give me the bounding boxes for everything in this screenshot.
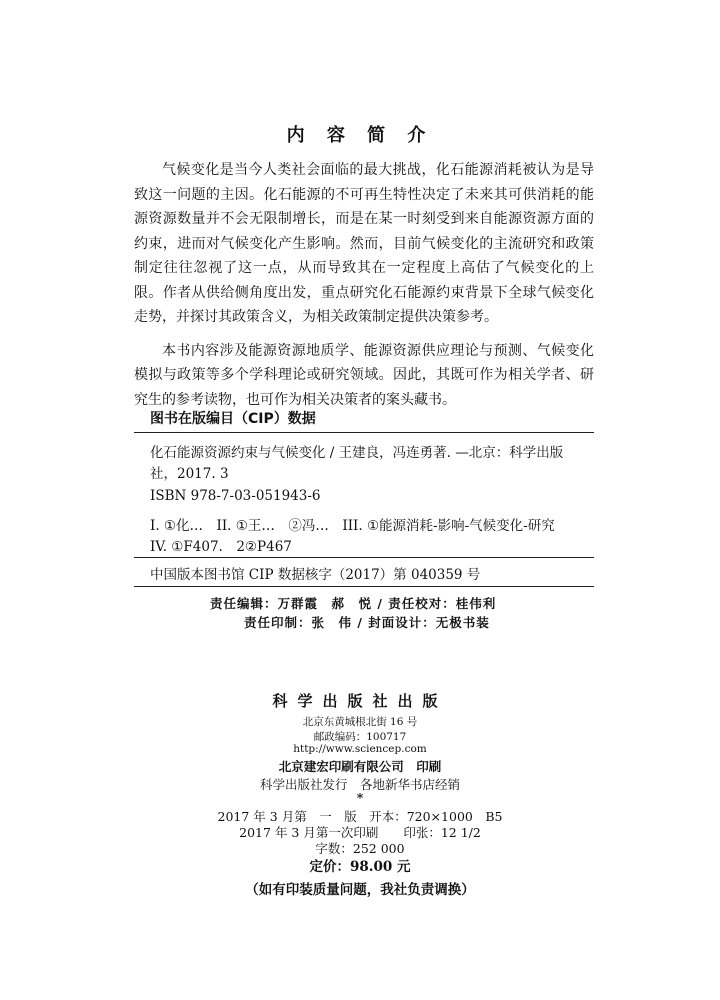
publisher-address: 北京东黄城根北街 16 号 [302, 716, 418, 728]
intro-paragraph-1: 气候变化是当今人类社会面临的最大挑战，化石能源消耗被认为是导致这一问题的主因。化石能源的不可再生特性决定了未来其可供消耗的能源资源数量并不会无限制增长，而是在某一时刻受到来自能源资源方面的约束，进而对气候变化产生影响。然而，目前气候变化的主流研究和政策制定往往忽视了这一点，从而导致其在一定程度上高估了气候变化的上限。作者从供给侧角度出发，重点研究化石能源约束背景下全球气候变化走势，并探讨其政策含义，为相关政策制定提供决策参考。 [134, 162, 594, 325]
intro-section [134, 158, 594, 421]
cip-mid-rule [134, 557, 594, 558]
separator-star: * [356, 790, 364, 805]
word-count: 字数：252 000 [315, 841, 405, 856]
publisher-postcode: 邮政编码：100717 [313, 731, 407, 743]
cip-verification: 中国版本图书馆 CIP 数据核字（2017）第 040359 号 [150, 567, 481, 583]
quality-note: （如有印装质量问题，我社负责调换） [245, 882, 475, 898]
staff-line-2: 责任印制：张 伟 / 封面设计：无极书装 [244, 615, 490, 630]
publisher-name: 科学出版社出版 [272, 692, 448, 710]
cip-top-rule [134, 432, 594, 433]
cip-header: 图书在版编目（CIP）数据 [150, 411, 316, 427]
publisher-website: http://www.sciencep.com [293, 743, 427, 755]
printing-line: 2017 年 3 月第一次印刷 印张：12 1/2 [239, 825, 481, 840]
printer-line: 北京建宏印刷有限公司 印刷 [278, 759, 442, 774]
cip-classification-1: I. ①化… II. ①王… ②冯… III. ①能源消耗-影响-气候变化-研究 [150, 518, 555, 534]
page-title: 内 容 简 介 [286, 125, 434, 146]
cip-isbn: ISBN 978-7-03-051943-6 [150, 488, 321, 504]
cip-title-line-2: 社，2017. 3 [150, 466, 229, 482]
intro-paragraph-2: 本书内容涉及能源资源地质学、能源资源供应理论与预测、气候变化模拟与政策等多个学科理论或研究领域。因此，其既可作为相关学者、研究生的参考读物，也可作为相关决策者的案头藏书。 [134, 342, 594, 408]
staff-line-1: 责任编辑：万群霞 郝 悦 / 责任校对：桂伟利 [210, 596, 497, 611]
cip-classification-2: IV. ①F407. 2②P467 [150, 539, 292, 555]
distribution-line: 科学出版社发行 各地新华书店经销 [259, 777, 460, 792]
edition-line: 2017 年 3 月第 一 版 开本：720×1000 B5 [217, 809, 503, 824]
price: 定价：98.00 元 [309, 859, 411, 875]
cip-bottom-rule [134, 586, 594, 587]
cip-title-line: 化石能源资源约束与气候变化 / 王建良，冯连勇著. —北京：科学出版 [150, 445, 564, 461]
